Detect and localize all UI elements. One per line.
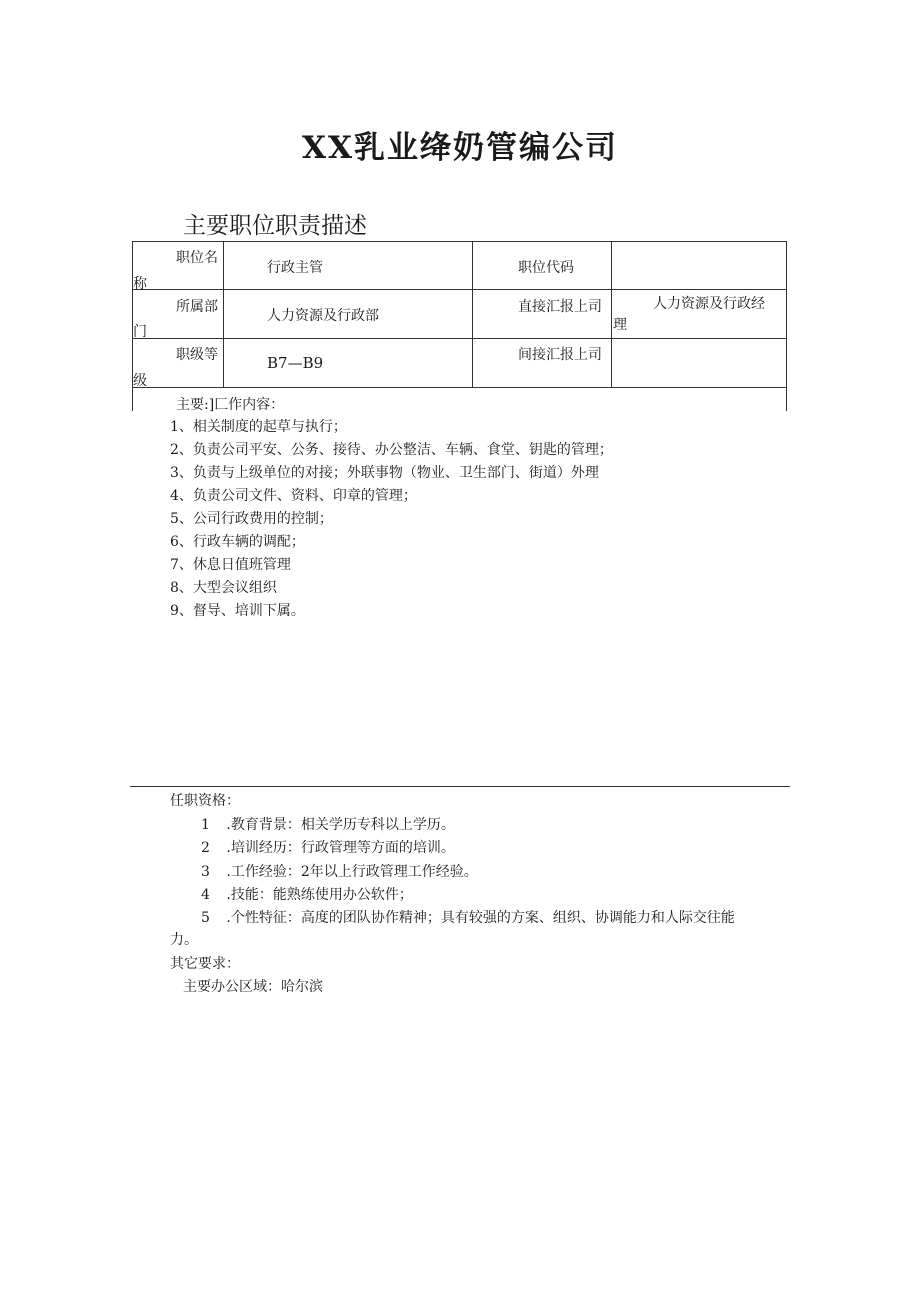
list-item: 3、负责与上级单位的对接；外联事物（物业、卫生部门、街道）外理 — [170, 465, 599, 481]
section-title: 主要职位职责描述 — [183, 213, 367, 239]
qualification-text: .个性特征：高度的团队协作精神；具有较强的方案、组织、协调能力和人际交往能 — [226, 910, 735, 926]
list-item: 7、休息日值班管理 — [170, 557, 291, 573]
qualification-number: 3 — [201, 864, 210, 880]
table-line — [611, 241, 612, 387]
indirect-supervisor-label: 间接汇报上司 — [518, 347, 602, 363]
list-item: 2、负责公司平安、公务、接待、办公整洁、车辆、食堂、钥匙的管理； — [170, 442, 613, 458]
table-line — [132, 241, 787, 242]
qualifications-heading: 任职资格： — [170, 793, 240, 809]
list-item: 1、相关制度的起草与执行； — [170, 419, 347, 435]
list-item: 5、公司行政费用的控制； — [170, 511, 333, 527]
qualification-number: 1 — [201, 817, 210, 833]
table-line — [132, 387, 787, 388]
qualification-number: 4 — [201, 887, 210, 903]
duties-heading: 主要:]匚作内容： — [176, 397, 285, 413]
direct-supervisor-value: 人力资源及行政经 — [653, 296, 765, 312]
table-line — [132, 338, 787, 339]
job-info-table — [132, 241, 787, 411]
qualification-number: 2 — [201, 840, 210, 856]
grade-label-cont: 级 — [133, 373, 147, 389]
department-label-cont: 门 — [133, 324, 147, 340]
table-line — [132, 289, 787, 290]
direct-supervisor-value-cont: 理 — [613, 317, 627, 333]
qualification-text: .工作经验：2年以上行政管理工作经验。 — [226, 864, 478, 880]
position-name-label-cont: 称 — [133, 276, 147, 292]
qualification-text: .教育背景：相关学历专科以上学历。 — [226, 817, 455, 833]
list-item: 8、大型会议组织 — [170, 580, 277, 596]
qualification-item-continued: 力。 — [170, 932, 198, 948]
department-value: 人力资源及行政部 — [267, 308, 379, 324]
position-code-label: 职位代码 — [518, 260, 574, 276]
qualification-item — [201, 837, 455, 857]
position-name-value: 行政主管 — [267, 260, 323, 276]
department-label: 所属部 — [176, 299, 218, 315]
qualification-item — [201, 814, 455, 834]
list-item: 4、负责公司文件、资料、印章的管理； — [170, 488, 417, 504]
table-line — [786, 241, 787, 411]
office-location: 主要办公区域：哈尔滨 — [183, 979, 323, 995]
qualification-item — [201, 861, 478, 881]
section-divider — [130, 786, 790, 787]
qualification-number: 5 — [201, 910, 210, 926]
qualification-text: .培训经历：行政管理等方面的培训。 — [226, 840, 455, 856]
direct-supervisor-label: 直接汇报上司 — [518, 299, 602, 315]
list-item: 6、行政车辆的调配； — [170, 534, 305, 550]
qualification-item — [201, 907, 735, 927]
qualification-text: .技能：能熟练使用办公软件； — [226, 887, 413, 903]
company-title: XX乳业绛奶管编公司 — [301, 130, 619, 166]
other-requirements-heading: 其它要求： — [170, 956, 240, 972]
position-name-label: 职位名 — [176, 250, 218, 266]
grade-value: B7—B9 — [267, 354, 324, 372]
grade-label: 职级等 — [176, 347, 218, 363]
table-line — [223, 241, 224, 387]
qualification-item — [201, 884, 413, 904]
table-line — [472, 241, 473, 387]
list-item: 9、督导、培训下属。 — [170, 603, 305, 619]
